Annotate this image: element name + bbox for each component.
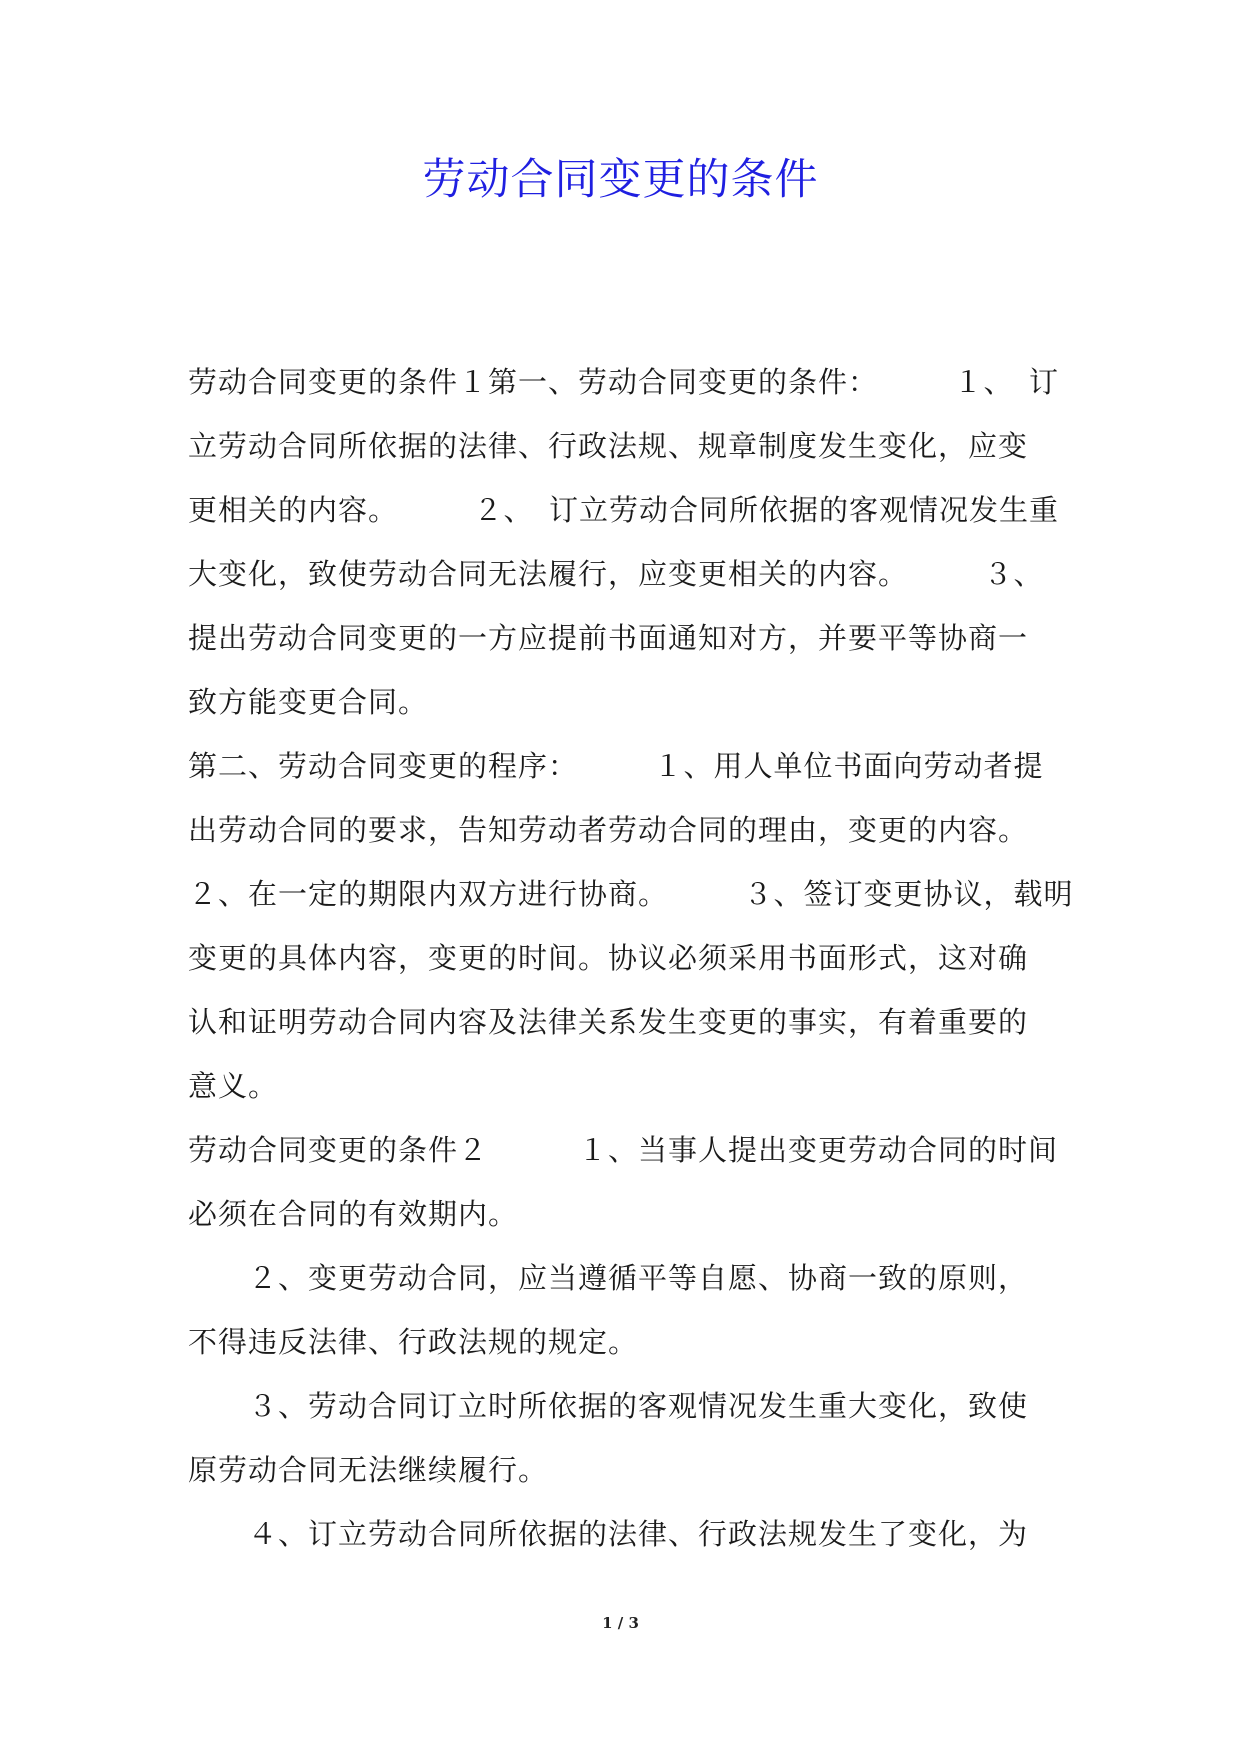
body-line: 变更的具体内容，变更的时间。协议必须采用书面形式，这对确 xyxy=(188,941,1029,975)
body-line: 出劳动合同的要求，告知劳动者劳动合同的理由，变更的内容。 xyxy=(188,813,1029,847)
body-line: 立劳动合同所依据的法律、行政法规、规章制度发生变化，应变 xyxy=(188,429,1029,463)
body-line: 必须在合同的有效期内。 xyxy=(188,1197,519,1231)
document-body xyxy=(188,350,1074,1566)
body-line: 致方能变更合同。 xyxy=(188,685,429,719)
body-line: ２、在一定的期限内双方进行协商。 ３、签订变更协议，载明 xyxy=(188,877,1074,911)
body-line: ３、劳动合同订立时所依据的客观情况发生重大变化，致使 xyxy=(188,1389,1029,1423)
body-line: 大变化，致使劳动合同无法履行，应变更相关的内容。 ３、 xyxy=(188,557,1044,591)
document-title: 劳动合同变更的条件 xyxy=(422,155,819,205)
body-line: 不得违反法律、行政法规的规定。 xyxy=(188,1325,639,1359)
body-line: 第二、劳动合同变更的程序： １、用人单位书面向劳动者提 xyxy=(188,749,1044,783)
body-line: 更相关的内容。 ２、 订立劳动合同所依据的客观情况发生重 xyxy=(188,493,1060,527)
page-number: 1 / 3 xyxy=(602,1614,639,1632)
body-line: ２、变更劳动合同，应当遵循平等自愿、协商一致的原则， xyxy=(188,1261,1029,1295)
body-line: 劳动合同变更的条件１第一、劳动合同变更的条件： １、 订 xyxy=(188,365,1060,399)
body-line: 提出劳动合同变更的一方应提前书面通知对方，并要平等协商一 xyxy=(188,621,1029,655)
body-line: 劳动合同变更的条件２ １、当事人提出变更劳动合同的时间 xyxy=(188,1133,1059,1167)
body-line: 意义。 xyxy=(188,1069,279,1103)
body-line: 原劳动合同无法继续履行。 xyxy=(188,1453,549,1487)
body-line: ４、订立劳动合同所依据的法律、行政法规发生了变化，为 xyxy=(188,1517,1029,1551)
body-line: 认和证明劳动合同内容及法律关系发生变更的事实，有着重要的 xyxy=(188,1005,1029,1039)
